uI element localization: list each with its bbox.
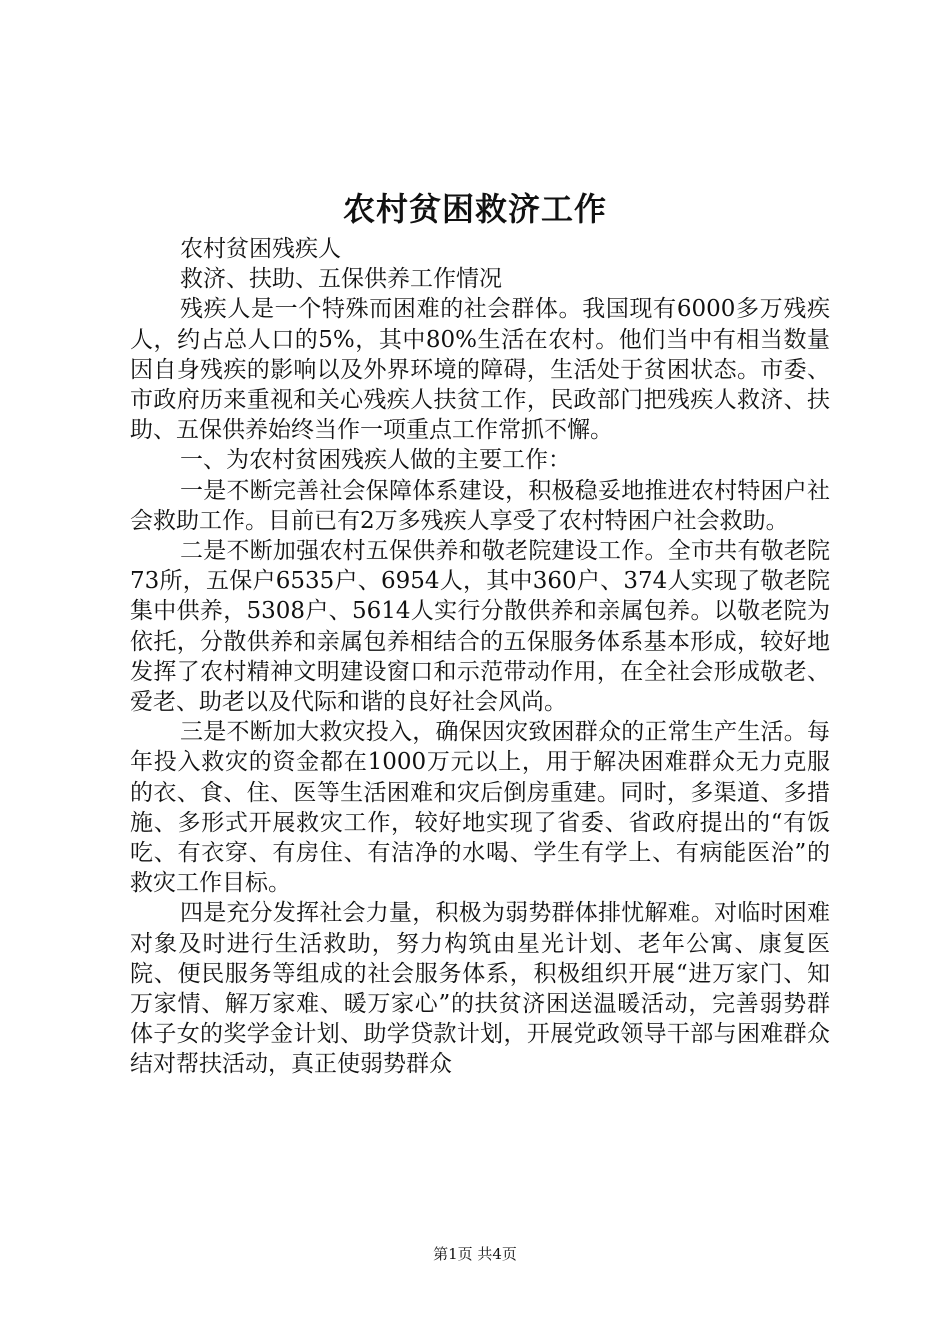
paragraph-item-four: 四是充分发挥社会力量，积极为弱势群体排忧解难。对临时困难对象及时进行生活救助，努力构筑由星光计划、老年公寓、康复医院、便民服务等组成的社会服务体系，积极组织开展“进万家门、知万家情、解万家难、暖万家心”的扶贫济困送温暖活动，完善弱势群体子女的奖学金计划、助学贷款计划，开展党政领导干部与困难群众结对帮扶活动，真正使弱势群众 [130,900,830,1078]
document-title: 农村贫困救济工作 [342,190,607,228]
paragraph-item-three: 三是不断加大救灾投入，确保因灾致困群众的正常生产生活。每年投入救灾的资金都在1000万元以上，用于解决困难群众无力克服的衣、食、住、医等生活困难和灾后倒房重建。同时，多渠道、多措施、多形式开展救灾工作，较好地实现了省委、省政府提出的“有饭吃、有衣穿、有房住、有洁净的水喝、学生有学上、有病能医治”的救灾工作目标。 [130,719,830,897]
paragraph-intro: 残疾人是一个特殊而困难的社会群体。我国现有6000多万残疾人，约占总人口的5%，其中80%生活在农村。他们当中有相当数量因自身残疾的影响以及外界环境的障碍，生活处于贫困状态。市委、市政府历来重视和关心残疾人扶贫工作，民政部门把残疾人救济、扶助、五保供养始终当作一项重点工作常抓不懈。 [130,296,830,444]
paragraph-subtitle: 救济、扶助、五保供养工作情况 [180,266,502,293]
paragraph-item-one: 一是不断完善社会保障体系建设，积极稳妥地推进农村特困户社会救助工作。目前已有2万多残疾人享受了农村特困户社会救助。 [130,477,830,534]
paragraph-subject: 农村贫困残疾人 [180,236,341,262]
document-body [130,234,830,1080]
page-number-footer: 第1页 共4页 [433,1245,517,1263]
paragraph-item-two: 二是不断加强农村五保供养和敬老院建设工作。全市共有敬老院73所，五保户6535户、6954人，其中360户、374人实现了敬老院集中供养，5308户、5614人实行分散供养和亲属包养。以敬老院为依托，分散供养和亲属包养相结合的五保服务体系基本形成，较好地发挥了农村精神文明建设窗口和示范带动作用，在全社会形成敬老、爱老、助老以及代际和谐的良好社会风尚。 [130,538,830,716]
paragraph-section-heading: 一、为农村贫困残疾人做的主要工作： [180,447,571,474]
